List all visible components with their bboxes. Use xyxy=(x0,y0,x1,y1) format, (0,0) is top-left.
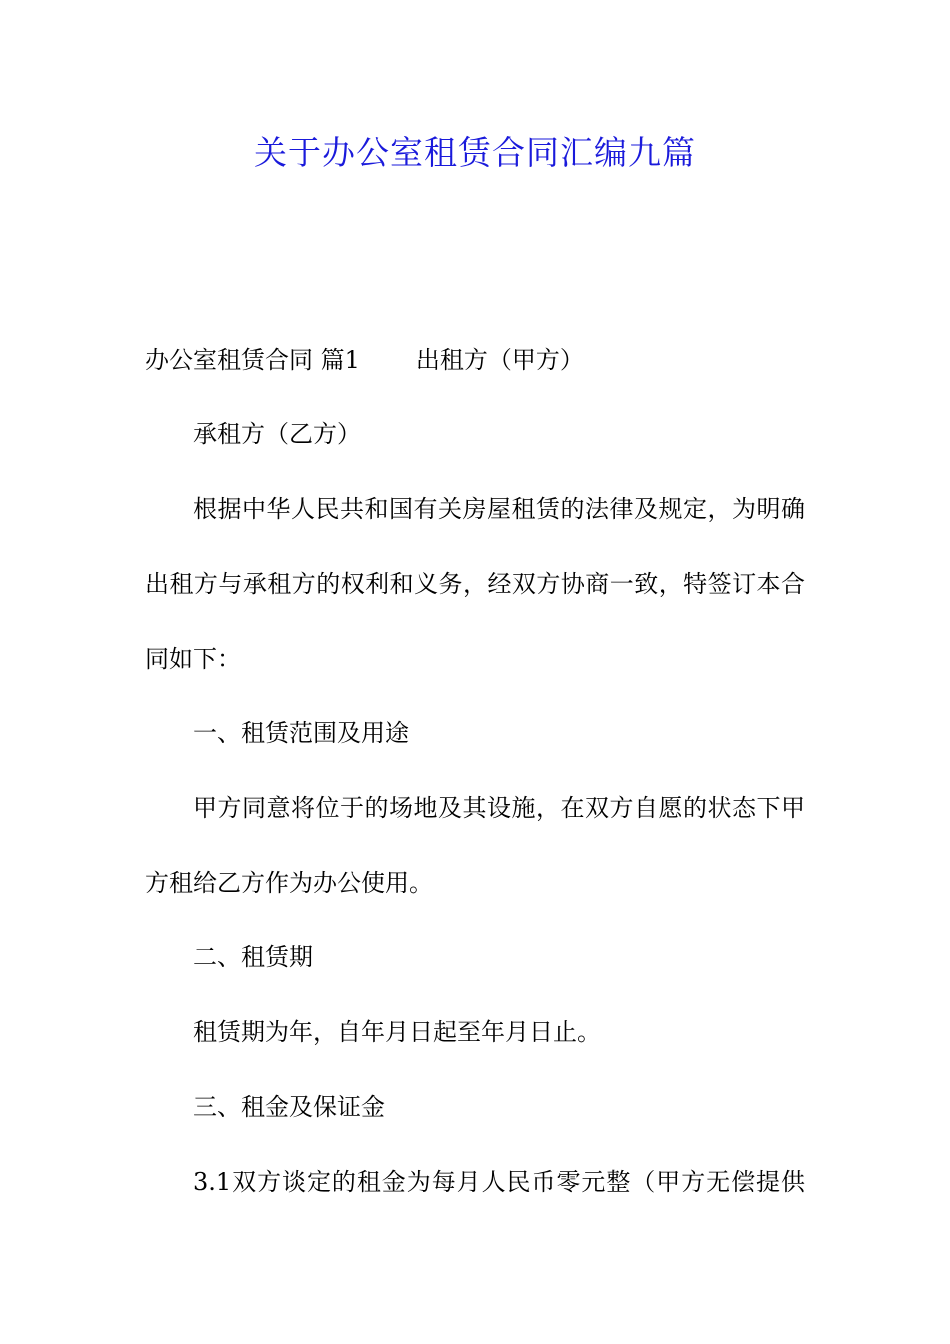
section-heading: 办公室租赁合同 篇1 xyxy=(145,346,360,374)
section-heading: 二、租赁期 xyxy=(193,943,313,971)
document-title: 关于办公室租赁合同汇编九篇 xyxy=(254,133,696,172)
paragraph-line-1 xyxy=(145,342,805,378)
paragraph-line: 出租方与承租方的权利和义务，经双方协商一致，特签订本合 xyxy=(145,570,805,598)
party-b-label: 承租方（乙方） xyxy=(193,420,361,448)
section-heading: 三、租金及保证金 xyxy=(193,1093,385,1121)
paragraph-line: 根据中华人民共和国有关房屋租赁的法律及规定，为明确 xyxy=(193,495,805,523)
paragraph-line: 同如下： xyxy=(145,645,241,673)
paragraph-line: 甲方同意将位于的场地及其设施，在双方自愿的状态下甲 xyxy=(193,794,805,822)
paragraph-line: 3.1双方谈定的租金为每月人民币零元整（甲方无偿提供 xyxy=(193,1168,805,1196)
paragraph-line: 租赁期为年，自年月日起至年月日止。 xyxy=(193,1018,601,1046)
party-a-label: 出租方（甲方） xyxy=(415,346,584,374)
paragraph-line: 方租给乙方作为办公使用。 xyxy=(145,869,433,897)
section-heading: 一、租赁范围及用途 xyxy=(193,719,409,747)
